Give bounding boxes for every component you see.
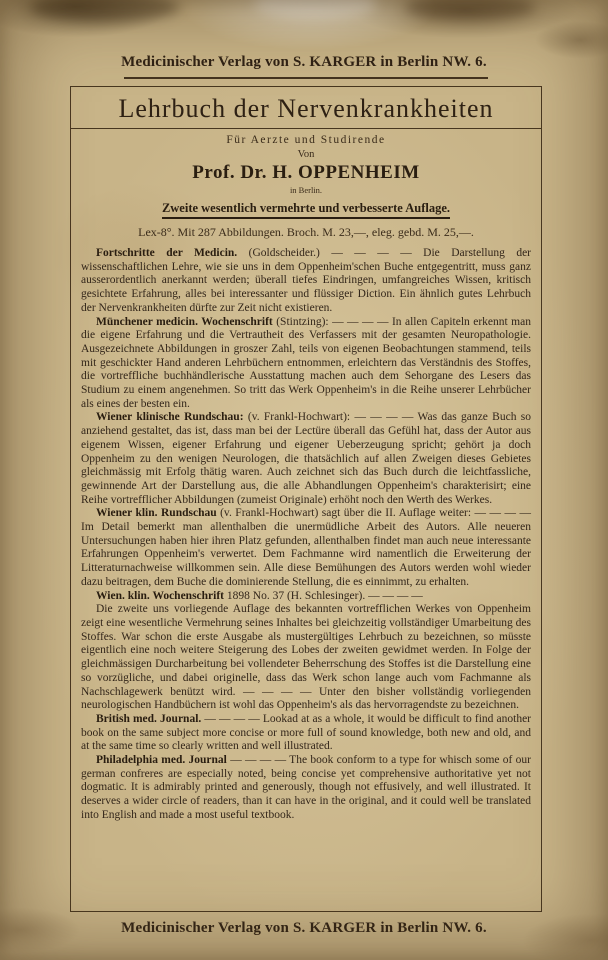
author-name: Prof. Dr. H. OPPENHEIM xyxy=(192,162,420,183)
book-subtitle: Für Aerzte und Studirende xyxy=(226,134,386,146)
review-text: — — — — The book conform to a type for whisch some of our german confreres are especially noted, being concise yet comprehensive authoritative yet not dogmatic. It is admirably printed and generously, though not effusively, and well illustrated. It deserves a wider circle of readers, than it can have in the original, and it could well be translated into English and made a most useful textbook. xyxy=(81,754,531,821)
review-paragraph xyxy=(81,411,531,507)
content-frame xyxy=(70,86,542,912)
review-list xyxy=(81,247,531,823)
review-source: British med. Journal. xyxy=(96,712,202,725)
review-text: — — — — Lookad at as a whole, it would be difficult to find another book on the same subject more concise or more full of sound knowledge, both new and old, and at the same time so clearly written and well illustrated. xyxy=(81,712,532,753)
review-text: (v. Frankl-Hochwart) sagt über die II. Auflage weiter: — — — — Im Detail bemerkt man allenthalben die unermüdliche Arbeit des Autors. Alle neueren Untersuchungen haben hier ihren Platz gefunden, allenthalben findet man auch neue interessante Erfahrungen Oppenheim's verwertet. Dem Fachmanne wird namentlich die Erweiterung der Litteraturnachweise willkommen sein. Alle diese Bemühungen des Autors werden wohl wieder dazu beitragen, dem Buche die dominierende Stellung, die es einnimmt, zu erhalten. xyxy=(81,507,531,588)
review-paragraph xyxy=(81,507,531,589)
review-source: Münchener medicin. Wochenschrift xyxy=(96,315,273,328)
paper-stain xyxy=(30,0,180,22)
format-price-line: Lex-8°. Mit 287 Abbildungen. Broch. M. 23,—, eleg. gebd. M. 25,—. xyxy=(138,225,474,239)
review-text: (Goldscheider.) — — — — Die Darstellung der wissenschaftlichen Lehre, wie sie uns in dem Oppenheim'schen Buche entgegentritt, muss ganz ausserordentlich anerkannt werden; überall tiefes Eindringen, umfangreiches Wissen, kritisch gesichtete Erfahrung, alles bei interessanter und flüssiger Diction. Ein ähnlich gutes Lehrbuch der Nervenkrankheiten dürfte zur Zeit nicht existieren. xyxy=(81,247,532,314)
header-rule xyxy=(124,77,488,79)
title-rule xyxy=(71,128,541,129)
review-paragraph xyxy=(81,754,531,823)
edition-line: Zweite wesentlich vermehrte und verbesserte Auflage. xyxy=(162,201,450,219)
review-paragraph xyxy=(81,247,531,316)
book-title: Lehrbuch der Nervenkrankheiten xyxy=(118,94,494,123)
review-paragraph xyxy=(81,603,531,713)
review-text: 1898 No. 37 (H. Schlesinger). — — — — xyxy=(224,589,423,602)
review-source: Wiener klin. Rundschau xyxy=(96,507,217,520)
review-paragraph xyxy=(81,316,531,412)
review-source: Wiener klinische Rundschau: xyxy=(96,411,244,424)
author-location: in Berlin. xyxy=(289,185,323,195)
publisher-header: Medicinischer Verlag von S. KARGER in Berlin NW. 6. xyxy=(121,54,487,70)
review-text: (Stintzing): — — — — In allen Capiteln erkennt man die eigene Erfahrung und die Vertrautheit des Verfassers mit der gesamten Neuropathologie. Ausgezeichnete Abbildungen in groszer Zahl, teils von eigenen Beobachtungen stammend, teils mit geschickter Hand anderen Lehrbüchern entnommen, erleichtern das Verständnis des Stoffes, die vortreffliche buchhändlerische Ausstattung machen auch dem Sehorgane des Lesers das Studium zu einem angenehmen. So tritt das Werk Oppenheim's in die Reihe unserer Lehrbücher als eines der besten ein. xyxy=(81,315,531,410)
edition-line-wrap xyxy=(81,199,531,219)
review-source: Fortschritte der Medicin. xyxy=(96,247,238,259)
review-text: (v. Frankl-Hochwart): — — — — Was das ganze Buch so anziehend gestaltet, das ist, dass man bei der Lectüre überall das Gefühl hat, dass der Autor aus eigenem Wissen, eigener Erfahrung und eigener Ueberzeugung spricht; gehört ja doch Oppenheim zu den wenigen Neurologen, die thatsächlich auf allen Zweigen dieses Gebietes gleichmässig mit Erfolg thätig waren. Auch zeichnet sich das Buch durch die leichtfassliche, gewinnende Art der Darstellung aus, die alle Abhandlungen Oppenheim's charakterisirt; eine Reihe vortrefflicher Abbildungen (zumeist Originale) erhöht noch den Werth des Werkes. xyxy=(81,411,531,506)
review-paragraph xyxy=(81,713,531,754)
byline-von: Von xyxy=(297,149,315,160)
review-source: Wien. klin. Wochenschrift xyxy=(96,589,225,602)
review-text: Die zweite uns vorliegende Auflage des bekannten vortrefflichen Werkes von Oppenheim zeigt eine wesentliche Vermehrung seines Inhaltes bei gleichzeitig vollständiger Umarbeitung des Stoffes. War schon die erste Ausgabe als mustergültiges Lehrbuch zu bezeichnen, so müsste eigentlich eine noch weitere Steigerung des Lobes der zweiten gewidmet werden. In Folge der gleichmässigen Durcharbeitung bei vollendeter Beherrschung des Stoffes ist die Darstellung eine so vorzügliche, und dabei originelle, dass das Werk schon lange auch vom Fachmanne als Nachschlagewerk benützt wird. — — — — Unter den bisher vollständig vorliegenden neurologischen Handbüchern ist wohl das Oppenheim's als das hervorragendste zu bezeichnen. xyxy=(81,603,531,712)
paper-stain xyxy=(405,0,535,20)
paper-tear xyxy=(255,0,375,16)
publisher-footer: Medicinischer Verlag von S. KARGER in Berlin NW. 6. xyxy=(121,920,487,936)
review-source: Philadelphia med. Journal xyxy=(96,754,227,767)
review-paragraph xyxy=(81,590,531,604)
